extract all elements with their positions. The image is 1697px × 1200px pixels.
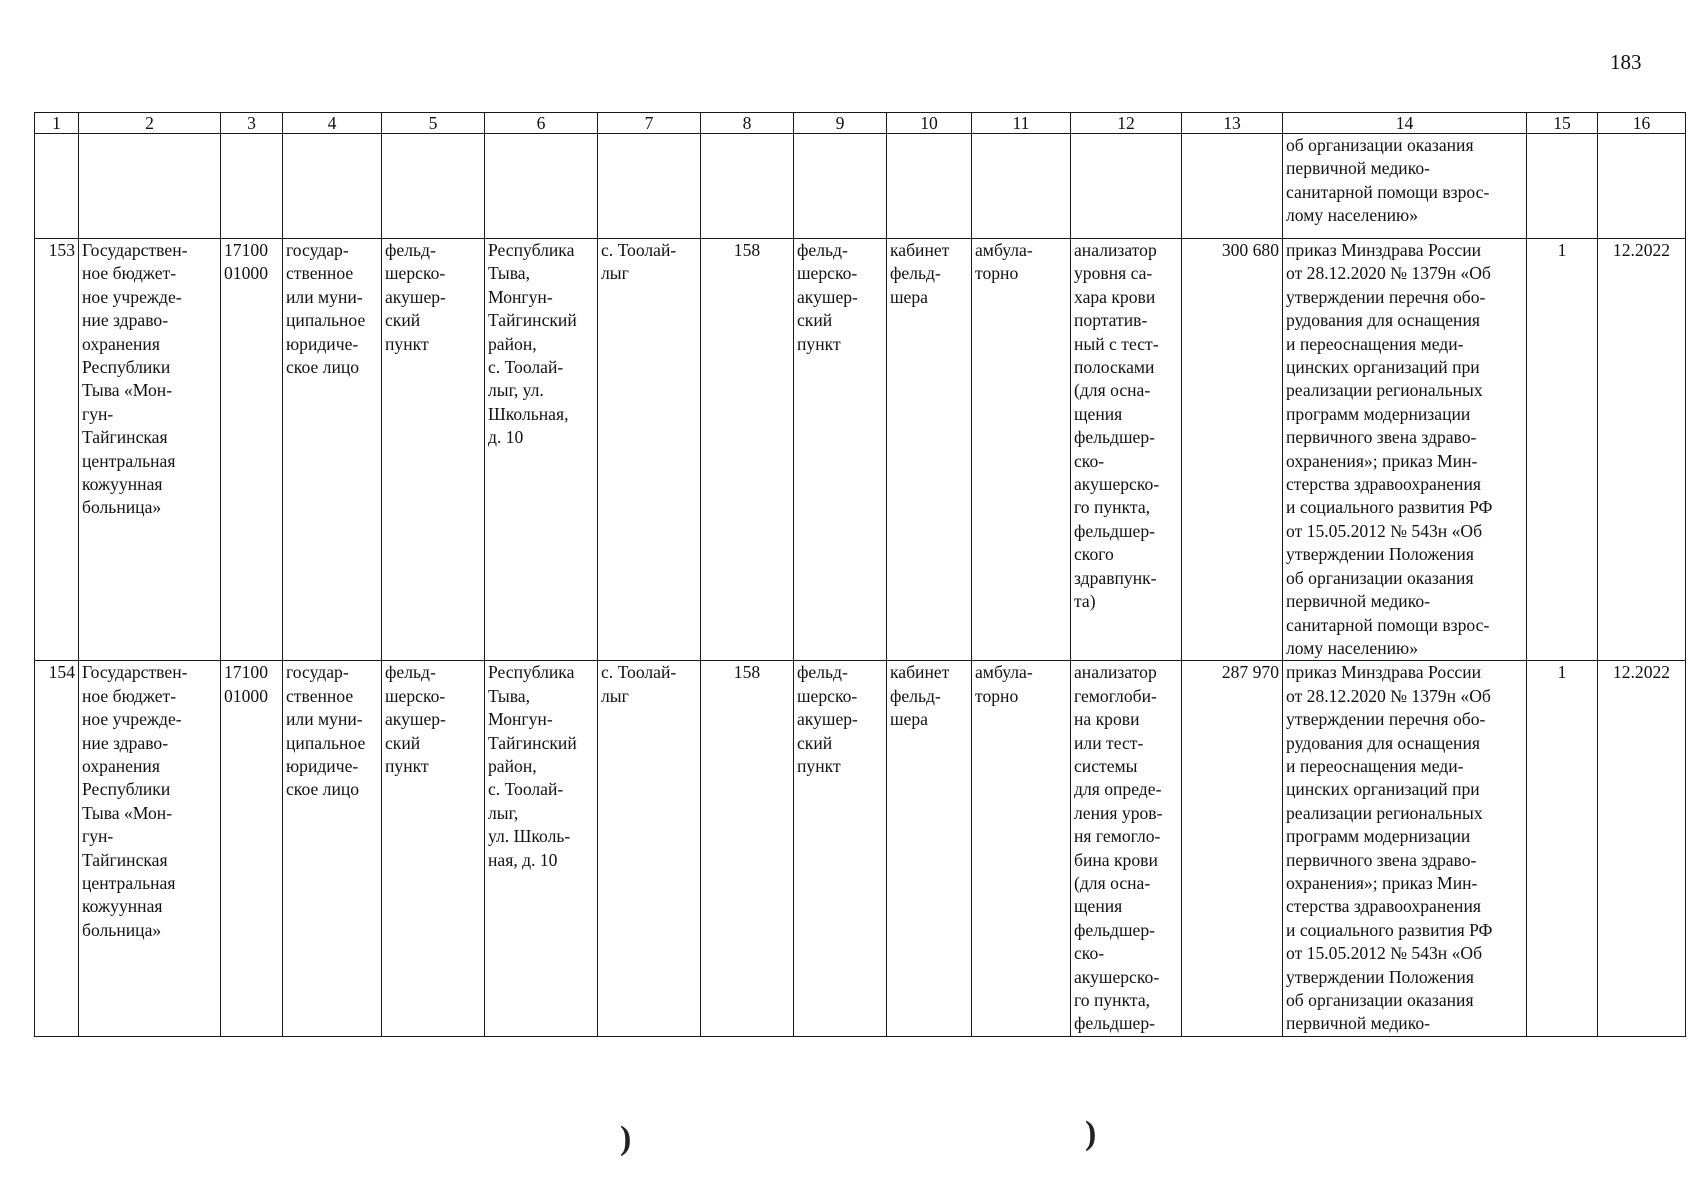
quantity-cell: 1 <box>1527 661 1598 1037</box>
date-cell: 12.2022 <box>1598 661 1686 1037</box>
unit-cell: фельд- шерско- акушер- ский пункт <box>794 239 887 661</box>
column-number: 2 <box>79 113 221 134</box>
date-cell: 12.2022 <box>1598 239 1686 661</box>
code-cell: 17100 01000 <box>221 661 283 1037</box>
unit-cell: фельд- шерско- акушер- ский пункт <box>794 661 887 1037</box>
empty-cell <box>598 134 701 239</box>
legal-form-cell: государ- ственное или муни- ципальное юридиче- ское лицо <box>283 239 382 661</box>
column-number: 10 <box>887 113 972 134</box>
empty-cell <box>794 134 887 239</box>
empty-cell <box>35 134 79 239</box>
column-number: 6 <box>485 113 598 134</box>
quantity-cell: 1 <box>1527 239 1598 661</box>
empty-cell <box>701 134 794 239</box>
row-number-cell: 154 <box>35 661 79 1037</box>
table-row <box>35 239 1686 661</box>
facility-type-cell: фельд- шерско- акушер- ский пункт <box>382 239 485 661</box>
empty-cell <box>887 134 972 239</box>
facility-type-cell: фельд- шерско- акушер- ский пункт <box>382 661 485 1037</box>
organization-cell: Государствен- ное бюджет- ное учрежде- ние здраво- охранения Республики Тыва «Мон- гун- Тайгинская центральная кожуунная больница» <box>79 239 221 661</box>
scan-mark: ) <box>1085 1115 1097 1152</box>
column-number: 13 <box>1182 113 1283 134</box>
empty-cell <box>221 134 283 239</box>
column-number: 3 <box>221 113 283 134</box>
column-number: 8 <box>701 113 794 134</box>
settlement-cell: с. Тоолай- лыг <box>598 661 701 1037</box>
legal-basis-cell: об организации оказания первичной медико- санитарной помощи взрос- лому населению» <box>1283 134 1527 239</box>
empty-cell <box>485 134 598 239</box>
column-number: 5 <box>382 113 485 134</box>
legal-form-cell: государ- ственное или муни- ципальное юридиче- ское лицо <box>283 661 382 1037</box>
empty-cell <box>1071 134 1182 239</box>
empty-cell <box>1182 134 1283 239</box>
column-number: 12 <box>1071 113 1182 134</box>
price-cell: 300 680 <box>1182 239 1283 661</box>
column-number: 9 <box>794 113 887 134</box>
column-number: 14 <box>1283 113 1527 134</box>
equipment-cell: анализатор уровня са- хара крови портатив- ный с тест- полосками (для осна- щения фельдшер- ско- акушерско- го пункта, фельдшер- ского здравпунк- та) <box>1071 239 1182 661</box>
settlement-cell: с. Тоолай- лыг <box>598 239 701 661</box>
page-number: 183 <box>1610 50 1642 74</box>
column-number: 11 <box>972 113 1071 134</box>
price-cell: 287 970 <box>1182 661 1283 1037</box>
legal-basis-cell: приказ Минздрава России от 28.12.2020 № 1379н «Об утверждении перечня обо- рудования для оснащения и переоснащения меди- цинских организаций при реализации региональных программ модернизации первичного звена здраво- охранения»; приказ Мин- стерства здравоохранения и социального развития РФ от 15.05.2012 № 543н «Об утверждении Положения об организации оказания первичной медико- санитарной помощи взрос- лому населению» <box>1283 239 1527 661</box>
table-row <box>35 661 1686 1037</box>
population-cell: 158 <box>701 661 794 1037</box>
column-number: 4 <box>283 113 382 134</box>
column-number: 16 <box>1598 113 1686 134</box>
care-type-cell: амбула- торно <box>972 661 1071 1037</box>
column-number-row <box>35 113 1686 134</box>
room-cell: кабинет фельд- шера <box>887 661 972 1037</box>
care-type-cell: амбула- торно <box>972 239 1071 661</box>
column-number: 1 <box>35 113 79 134</box>
row-number-cell: 153 <box>35 239 79 661</box>
continuation-row <box>35 134 1686 239</box>
equipment-cell: анализатор гемоглоби- на крови или тест- системы для опреде- ления уров- ня гемогло- бина крови (для осна- щения фельдшер- ско- акушерско- го пункта, фельдшер- <box>1071 661 1182 1037</box>
column-number: 7 <box>598 113 701 134</box>
room-cell: кабинет фельд- шера <box>887 239 972 661</box>
empty-cell <box>283 134 382 239</box>
equipment-register-table <box>34 112 1686 1037</box>
empty-cell <box>972 134 1071 239</box>
scan-mark: ) <box>620 1120 632 1157</box>
address-cell: Республика Тыва, Монгун- Тайгинский район, с. Тоолай- лыг, ул. Школь- ная, д. 10 <box>485 661 598 1037</box>
empty-cell <box>1598 134 1686 239</box>
empty-cell <box>79 134 221 239</box>
organization-cell: Государствен- ное бюджет- ное учрежде- ние здраво- охранения Республики Тыва «Мон- гун- Тайгинская центральная кожуунная больница» <box>79 661 221 1037</box>
column-number: 15 <box>1527 113 1598 134</box>
empty-cell <box>1527 134 1598 239</box>
address-cell: Республика Тыва, Монгун- Тайгинский район, с. Тоолай- лыг, ул. Школьная, д. 10 <box>485 239 598 661</box>
population-cell: 158 <box>701 239 794 661</box>
legal-basis-cell: приказ Минздрава России от 28.12.2020 № 1379н «Об утверждении перечня обо- рудования для оснащения и переоснащения меди- цинских организаций при реализации региональных программ модернизации первичного звена здраво- охранения»; приказ Мин- стерства здравоохранения и социального развития РФ от 15.05.2012 № 543н «Об утверждении Положения об организации оказания первичной медико- <box>1283 661 1527 1037</box>
empty-cell <box>382 134 485 239</box>
code-cell: 17100 01000 <box>221 239 283 661</box>
